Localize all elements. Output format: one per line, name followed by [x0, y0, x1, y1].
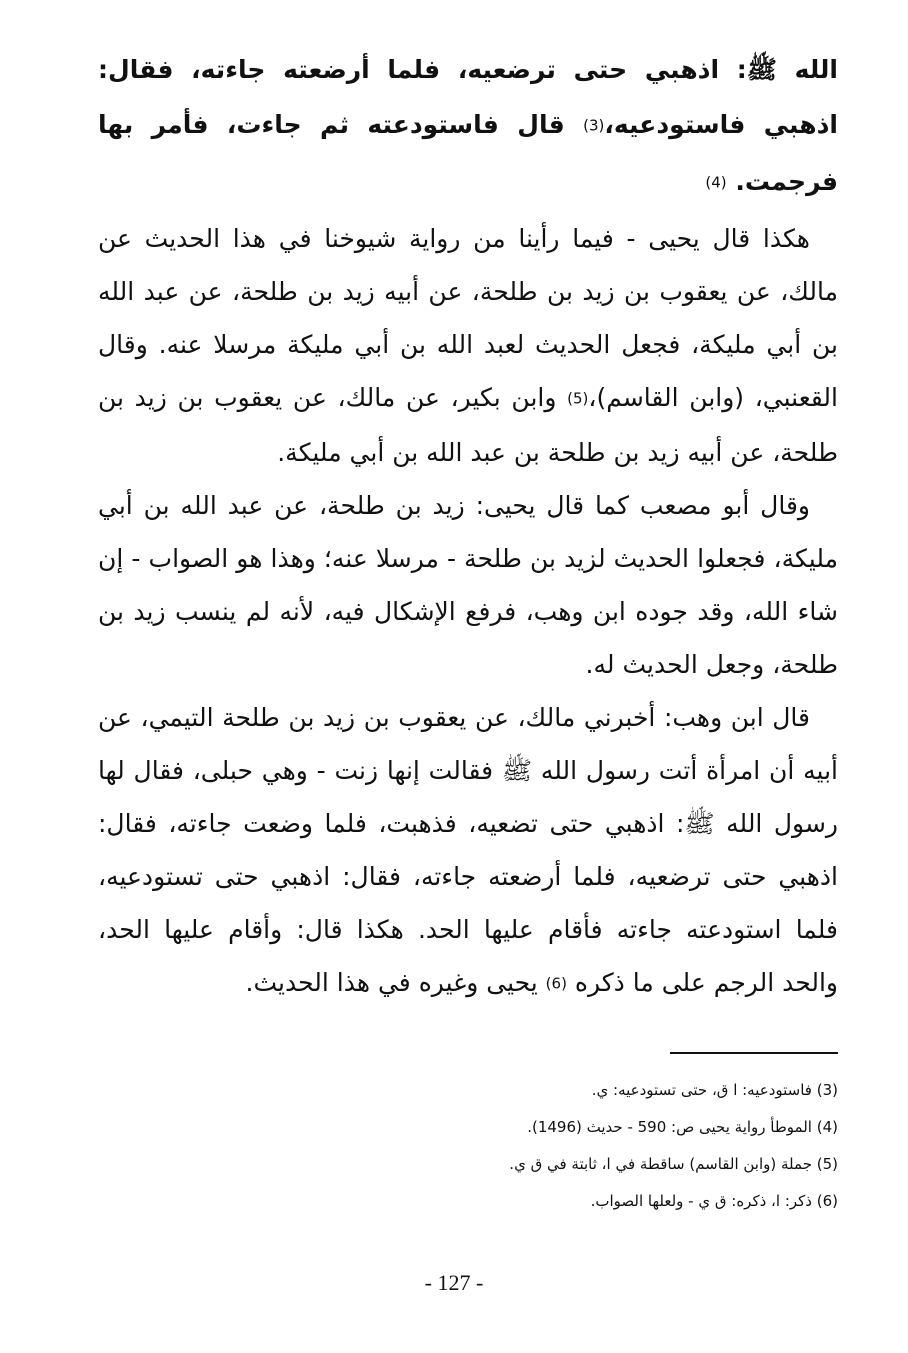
paragraph-3-text: وقال أبو مصعب كما قال يحيى: زيد بن طلحة، عن عبد الله بن أبي مليكة، فجعلوا الحديث لزيد بن طلحة - مرسلا عنه؛ وهذا هو الصواب - إن شاء الله، وقد جوده ابن وهب، فرفع الإشكال فيه، لأنه لم ينسب زيد بن طلحة، وجعل الحديث له. [98, 490, 838, 679]
main-text-body [98, 212, 838, 1010]
paragraph-1-text: الله ﷺ: اذهبي حتى ترضعيه، فلما أرضعته جاءته، فقال: اذهبي فاستودعيه، [98, 55, 838, 139]
footnote-ref-6: (6) [545, 974, 567, 992]
paragraph-4-text-continued: يحيى وغيره في هذا الحديث. [245, 967, 538, 997]
footnotes [238, 1072, 838, 1220]
footnote-4: (4) الموطأ رواية يحيى ص: 590 - حديث (1496). [527, 1118, 838, 1136]
page-number: - 127 - [424, 1270, 484, 1295]
paragraph-4 [98, 691, 838, 1011]
footnote-separator [670, 1052, 838, 1054]
paragraph-2 [98, 212, 838, 479]
footnote-5: (5) جملة (وابن القاسم) ساقطة في ا، ثابتة في ق ي. [509, 1155, 838, 1173]
footnote-ref-3: (3) [583, 116, 605, 135]
paragraph-2-text-continued: وابن بكير، عن مالك، عن يعقوب بن زيد بن طلحة، عن أبيه زيد بن طلحة بن عبد الله بن أبي مليكة. [98, 383, 838, 467]
paragraph-2-text: هكذا قال يحيى - فيما رأينا من رواية شيوخنا في هذا الحديث عن مالك، عن يعقوب بن زيد بن طلحة، عن أبيه زيد بن طلحة، عن عبد الله بن أبي مليكة، فجعل الحديث لعبد الله بن أبي مليكة مرسلا عنه. وقال القعنبي، (وابن القاسم)، [98, 224, 838, 412]
main-text [98, 42, 838, 210]
footnote-ref-4: (4) [705, 173, 727, 191]
paragraph-4-text: قال ابن وهب: أخبرني مالك، عن يعقوب بن زيد بن طلحة التيمي، عن أبيه أن امرأة أتت رسول الله ﷺ فقالت إنها زنت - وهي حبلى، فقال لها رسول الله ﷺ: اذهبي حتى تضعيه، فذهبت، فلما وضعت جاءته، فقال: اذهبي حتى ترضعيه، فلما أرضعته جاءته، فقال: اذهبي حتى تستودعيه، فلما استودعته جاءته فأقام عليها الحد. هكذا قال: وأقام عليها الحد، والحد الرجم على ما ذكره [98, 702, 838, 997]
footnote-3: (3) فاستودعيه: ا ق، حتى تستودعيه: ي. [591, 1081, 838, 1099]
paragraph-1-text-continued: قال فاستودعته ثم جاءت، فأمر بها فرجمت. [98, 110, 838, 196]
footnote-ref-5: (5) [567, 389, 589, 408]
paragraph-3 [98, 479, 838, 691]
footnote-6: (6) ذكر: ا، ذكره: ق ي - ولعلها الصواب. [590, 1192, 838, 1210]
paragraph-1 [98, 42, 838, 210]
